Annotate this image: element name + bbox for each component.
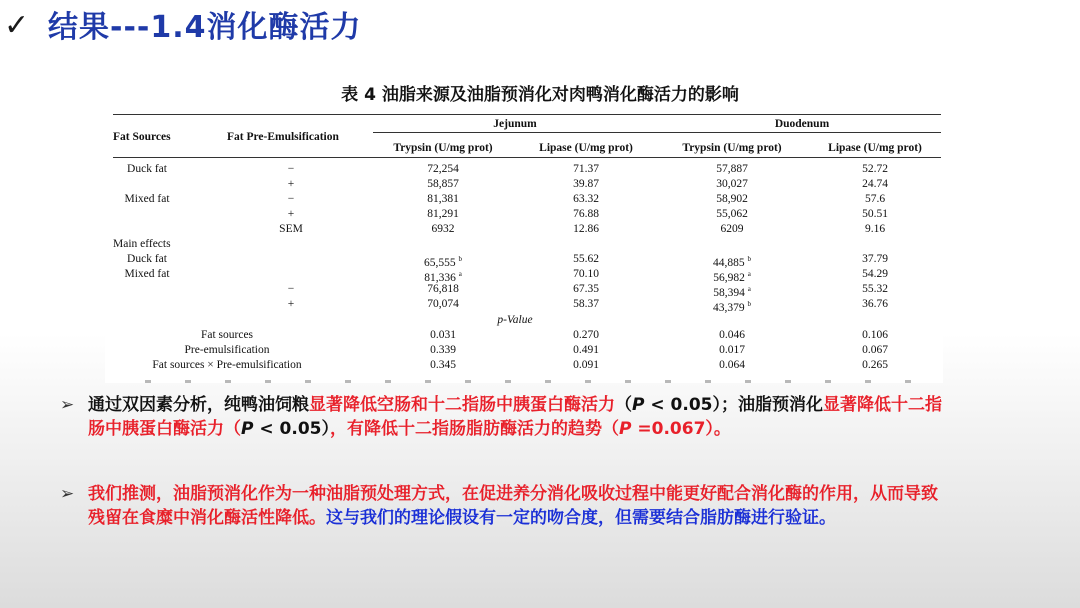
p-row-label: Pre-emulsification [184,344,270,356]
main-src: Mixed fat [124,268,170,280]
header-bottom-rule [113,157,941,158]
row-td: 58,902 [716,193,748,205]
checkmark-icon: ✓ [4,8,30,43]
row-td: 55,062 [716,208,748,220]
row-ld: 9.16 [864,223,886,235]
row-td: 30,027 [716,178,748,190]
row-ld: 24.74 [862,178,888,190]
p-td: 0.064 [719,359,745,371]
col-lipase-jejunum: Lipase (U/mg prot) [539,142,633,154]
row-pre: − [287,193,295,205]
main-ld: 36.76 [862,298,888,310]
group-duodenum: Duodenum [774,118,830,130]
row-tj: 81,381 [427,193,459,205]
row-td: 57,887 [716,163,748,175]
main-td: 44,885 $^b$ [713,255,751,269]
p-lj: 0.491 [573,344,599,356]
table-crop-edge [145,380,925,383]
main-tj: 65,555 $^b$ [424,255,462,269]
row-lj: 63.32 [573,193,599,205]
main-lj: 70.10 [573,268,599,280]
main-lj: 58.37 [573,298,599,310]
main-pre: − [287,283,295,295]
slide-header [0,0,1080,60]
row-td: 6209 [720,223,744,235]
p-tj: 0.031 [430,329,456,341]
row-pre: SEM [279,223,303,235]
col-lipase-duodenum: Lipase (U/mg prot) [828,142,922,154]
row-tj: 81,291 [427,208,459,220]
col-fat-sources: Fat Sources [113,131,171,143]
row-tj: 58,857 [427,178,459,190]
main-ld: 55.32 [862,283,888,295]
arrow-bullet-icon: ➢ [60,484,75,504]
row-ld: 50.51 [862,208,888,220]
main-td: 56,982 $^a$ [713,270,751,284]
main-pre: + [287,298,295,310]
main-td: 58,394 $^a$ [713,285,751,299]
p-ld: 0.067 [862,344,888,356]
slide-title: 结果---1.4消化酶活力 [48,10,362,45]
main-ld: 37.79 [862,253,888,265]
col-pre-emulsification: Fat Pre-Emulsification [227,131,339,143]
col-trypsin-duodenum: Trypsin (U/mg prot) [682,142,782,154]
main-effects-label: Main effects [113,238,171,250]
row-lj: 39.87 [573,178,599,190]
bullet-2 [62,482,942,530]
p-tj: 0.339 [430,344,456,356]
group-rule [373,132,941,133]
arrow-bullet-icon: ➢ [60,395,75,415]
main-tj: 76,818 [427,283,459,295]
p-row-label: Fat sources × Pre-emulsification [152,359,302,371]
p-row-label: Fat sources [200,329,254,341]
p-lj: 0.270 [573,329,599,341]
main-lj: 67.35 [573,283,599,295]
p-td: 0.017 [719,344,745,356]
table-caption: 表 4 油脂来源及油脂预消化对肉鸭消化酶活力的影响 [341,85,739,105]
row-pre: + [287,208,295,220]
main-src: Duck fat [127,253,167,265]
p-lj: 0.091 [573,359,599,371]
p-ld: 0.265 [862,359,888,371]
row-lj: 76.88 [573,208,599,220]
row-ld: 57.6 [864,193,886,205]
results-table [105,110,943,383]
row-pre: + [287,178,295,190]
row-src: Duck fat [127,163,167,175]
main-ld: 54.29 [862,268,888,280]
row-lj: 12.86 [573,223,599,235]
p-td: 0.046 [719,329,745,341]
p-tj: 0.345 [430,359,456,371]
table-top-rule [113,114,941,115]
row-src: Mixed fat [124,193,170,205]
row-lj: 71.37 [573,163,599,175]
group-jejunum: Jejunum [493,118,537,130]
col-trypsin-jejunum: Trypsin (U/mg prot) [393,142,493,154]
main-tj: 81,336 $^a$ [424,270,462,284]
main-lj: 55.62 [573,253,599,265]
row-pre: − [287,163,295,175]
main-td: 43,379 $^b$ [713,300,751,314]
bullet-1 [62,393,942,441]
pvalue-label: p-Value [497,314,533,326]
bullet-2-text: 我们推测，油脂预消化作为一种油脂预处理方式，在促进养分消化吸收过程中能更好配合消化酶的作用，从而导致残留在食糜中消化酶活性降低。这与我们的理论假设有一定的吻合度，但需要结合脂肪酶进行验证。 [88,484,938,528]
row-tj: 72,254 [427,163,459,175]
row-tj: 6932 [431,223,455,235]
main-tj: 70,074 [427,298,459,310]
bullet-1-text: 通过双因素分析，纯鸭油饲粮显著降低空肠和十二指肠中胰蛋白酶活力（P < 0.05）；油脂预消化显著降低十二指肠中胰蛋白酶活力（P < 0.05），有降低十二指肠脂肪酶活力的趋势（P =0.067）。 [88,395,942,439]
p-ld: 0.106 [862,329,888,341]
row-ld: 52.72 [862,163,888,175]
